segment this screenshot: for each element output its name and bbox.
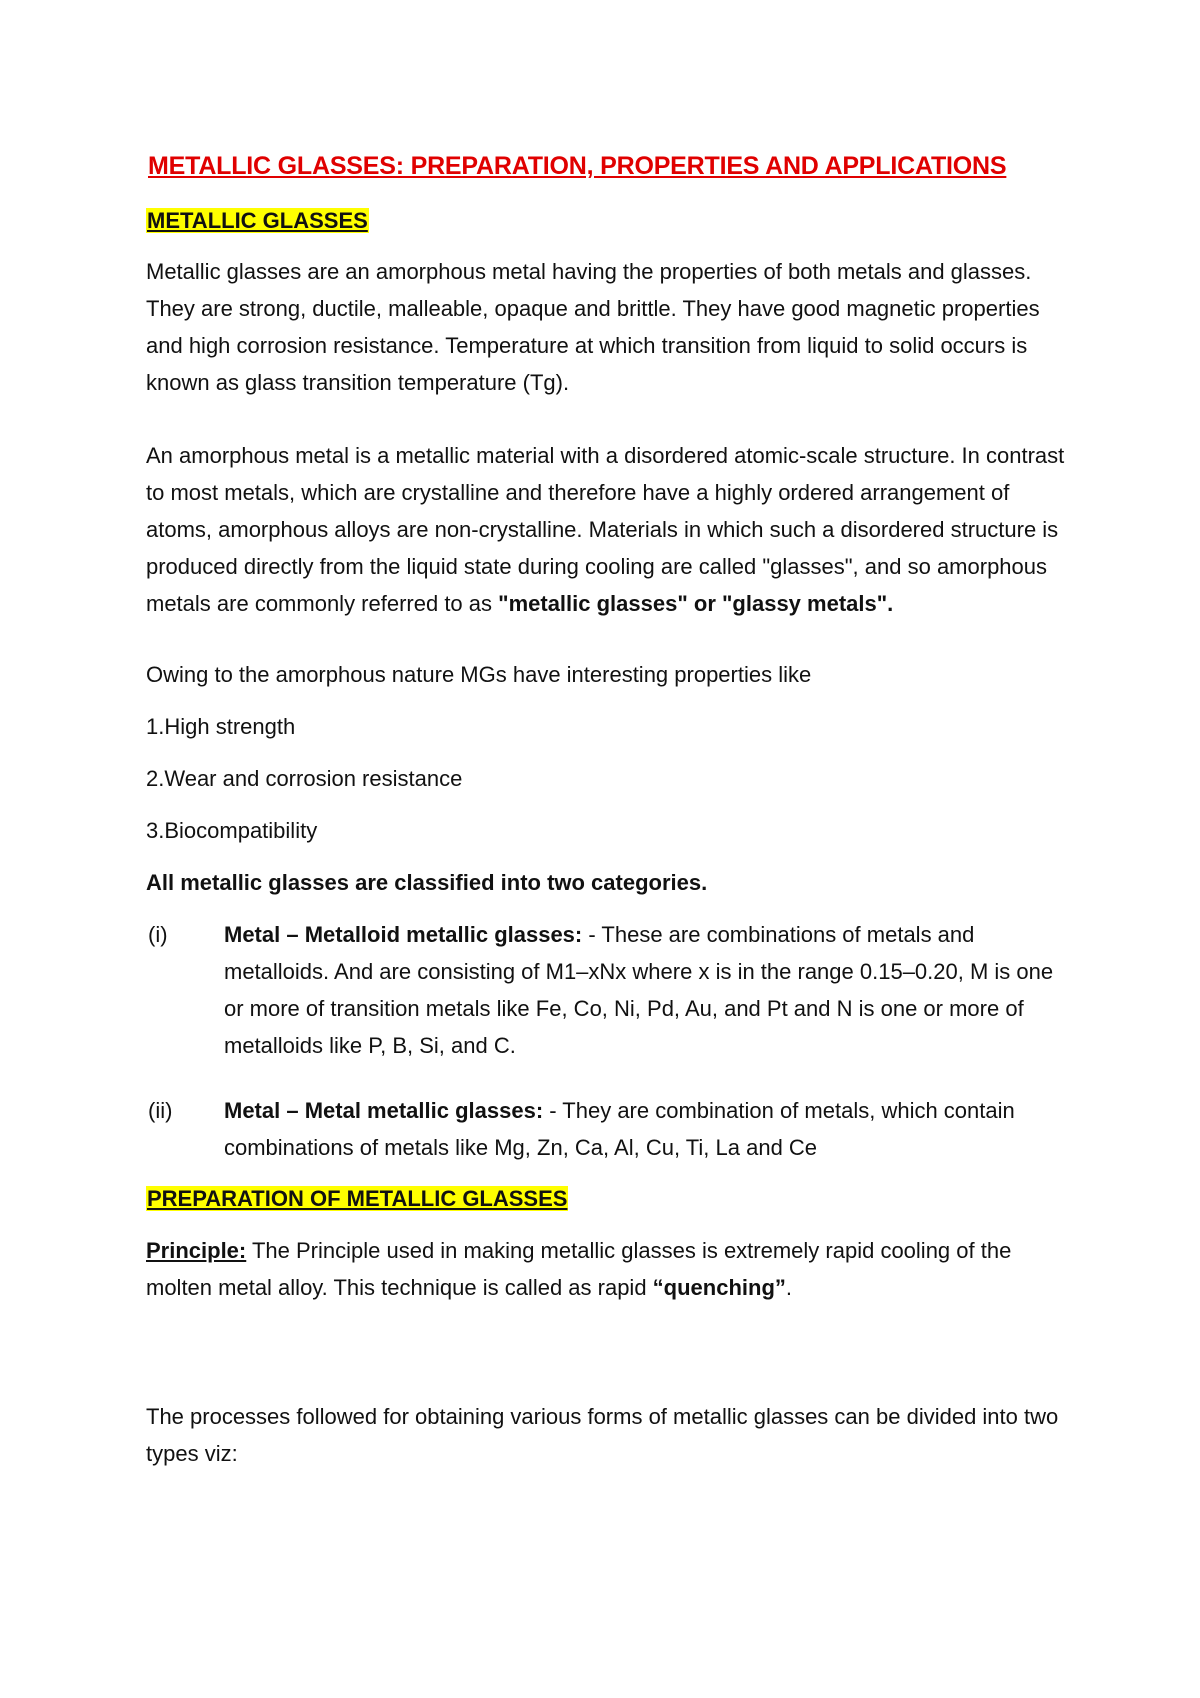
principle-text: The Principle used in making metallic glasses is extremely rapid cooling of the molten metal alloy. This technique is called as rapid — [146, 1238, 1012, 1300]
heading-preparation: PREPARATION OF METALLIC GLASSES — [147, 1186, 568, 1211]
property-item-2: 2.Wear and corrosion resistance — [146, 766, 463, 791]
category-text-1: - These are combinations of metals and metalloids. And are consisting of M1–xNx where x is in the range 0.15–0.20, M is one or more of transition metals like Fe, Co, Ni, Pd, Au, and Pt and N is one or more of metalloids like P, B, Si, and C. — [224, 922, 1054, 1058]
paragraph-amorphous-text: An amorphous metal is a metallic material with a disordered atomic-scale structure. In contrast to most metals, which are crystalline and therefore have a highly ordered arrangement of atoms, amorphous alloys are non-crystalline. Materials in which such a disordered structure is produced directly from the liquid state during cooling are called "glasses", and so amorphous metals are commonly referred to as — [146, 443, 1065, 616]
category-number-1: (i) — [148, 922, 168, 947]
paragraph-amorphous-bold: "metallic glasses" or "glassy metals". — [498, 591, 894, 616]
principle-term: “quenching” — [652, 1275, 786, 1300]
category-body-1 — [224, 916, 1064, 1064]
paragraph-properties-intro: Owing to the amorphous nature MGs have interesting properties like — [146, 662, 812, 687]
principle-label: Principle: — [146, 1238, 247, 1263]
document-title: METALLIC GLASSES: PREPARATION, PROPERTIES AND APPLICATIONS — [148, 152, 1007, 180]
category-item-2 — [146, 1092, 1066, 1172]
section-heading-preparation — [146, 1180, 1066, 1217]
classification-statement: All metallic glasses are classified into two categories. — [146, 870, 708, 895]
principle-end: . — [785, 1275, 793, 1300]
category-text-2: - They are combination of metals, which contain combinations of metals like Mg, Zn, Ca, Al, Cu, Ti, La and Ce — [224, 1098, 1015, 1160]
heading-metallic-glasses: METALLIC GLASSES — [147, 208, 368, 233]
category-item-1 — [146, 916, 1066, 1066]
property-item-3: 3.Biocompatibility — [146, 818, 318, 843]
section-heading-metallic-glasses — [146, 202, 1066, 239]
category-label-1: Metal – Metalloid metallic glasses: — [224, 922, 583, 947]
paragraph-principle — [146, 1232, 1066, 1306]
category-label-2: Metal – Metal metallic glasses: — [224, 1098, 544, 1123]
category-number-2: (ii) — [148, 1098, 173, 1123]
paragraph-processes: The processes followed for obtaining various forms of metallic glasses can be divided into two types viz: — [146, 1404, 1059, 1466]
paragraph-definition: Metallic glasses are an amorphous metal having the properties of both metals and glasses. They are strong, ductile, malleable, opaque and brittle. They have good magnetic properties and high corrosion resistance. Temperature at which transition from liquid to solid occurs is known as glass transition temperature (Tg). — [146, 259, 1040, 395]
property-item-1: 1.High strength — [146, 714, 296, 739]
category-body-2 — [224, 1092, 1064, 1166]
paragraph-amorphous-metal — [146, 437, 1066, 622]
